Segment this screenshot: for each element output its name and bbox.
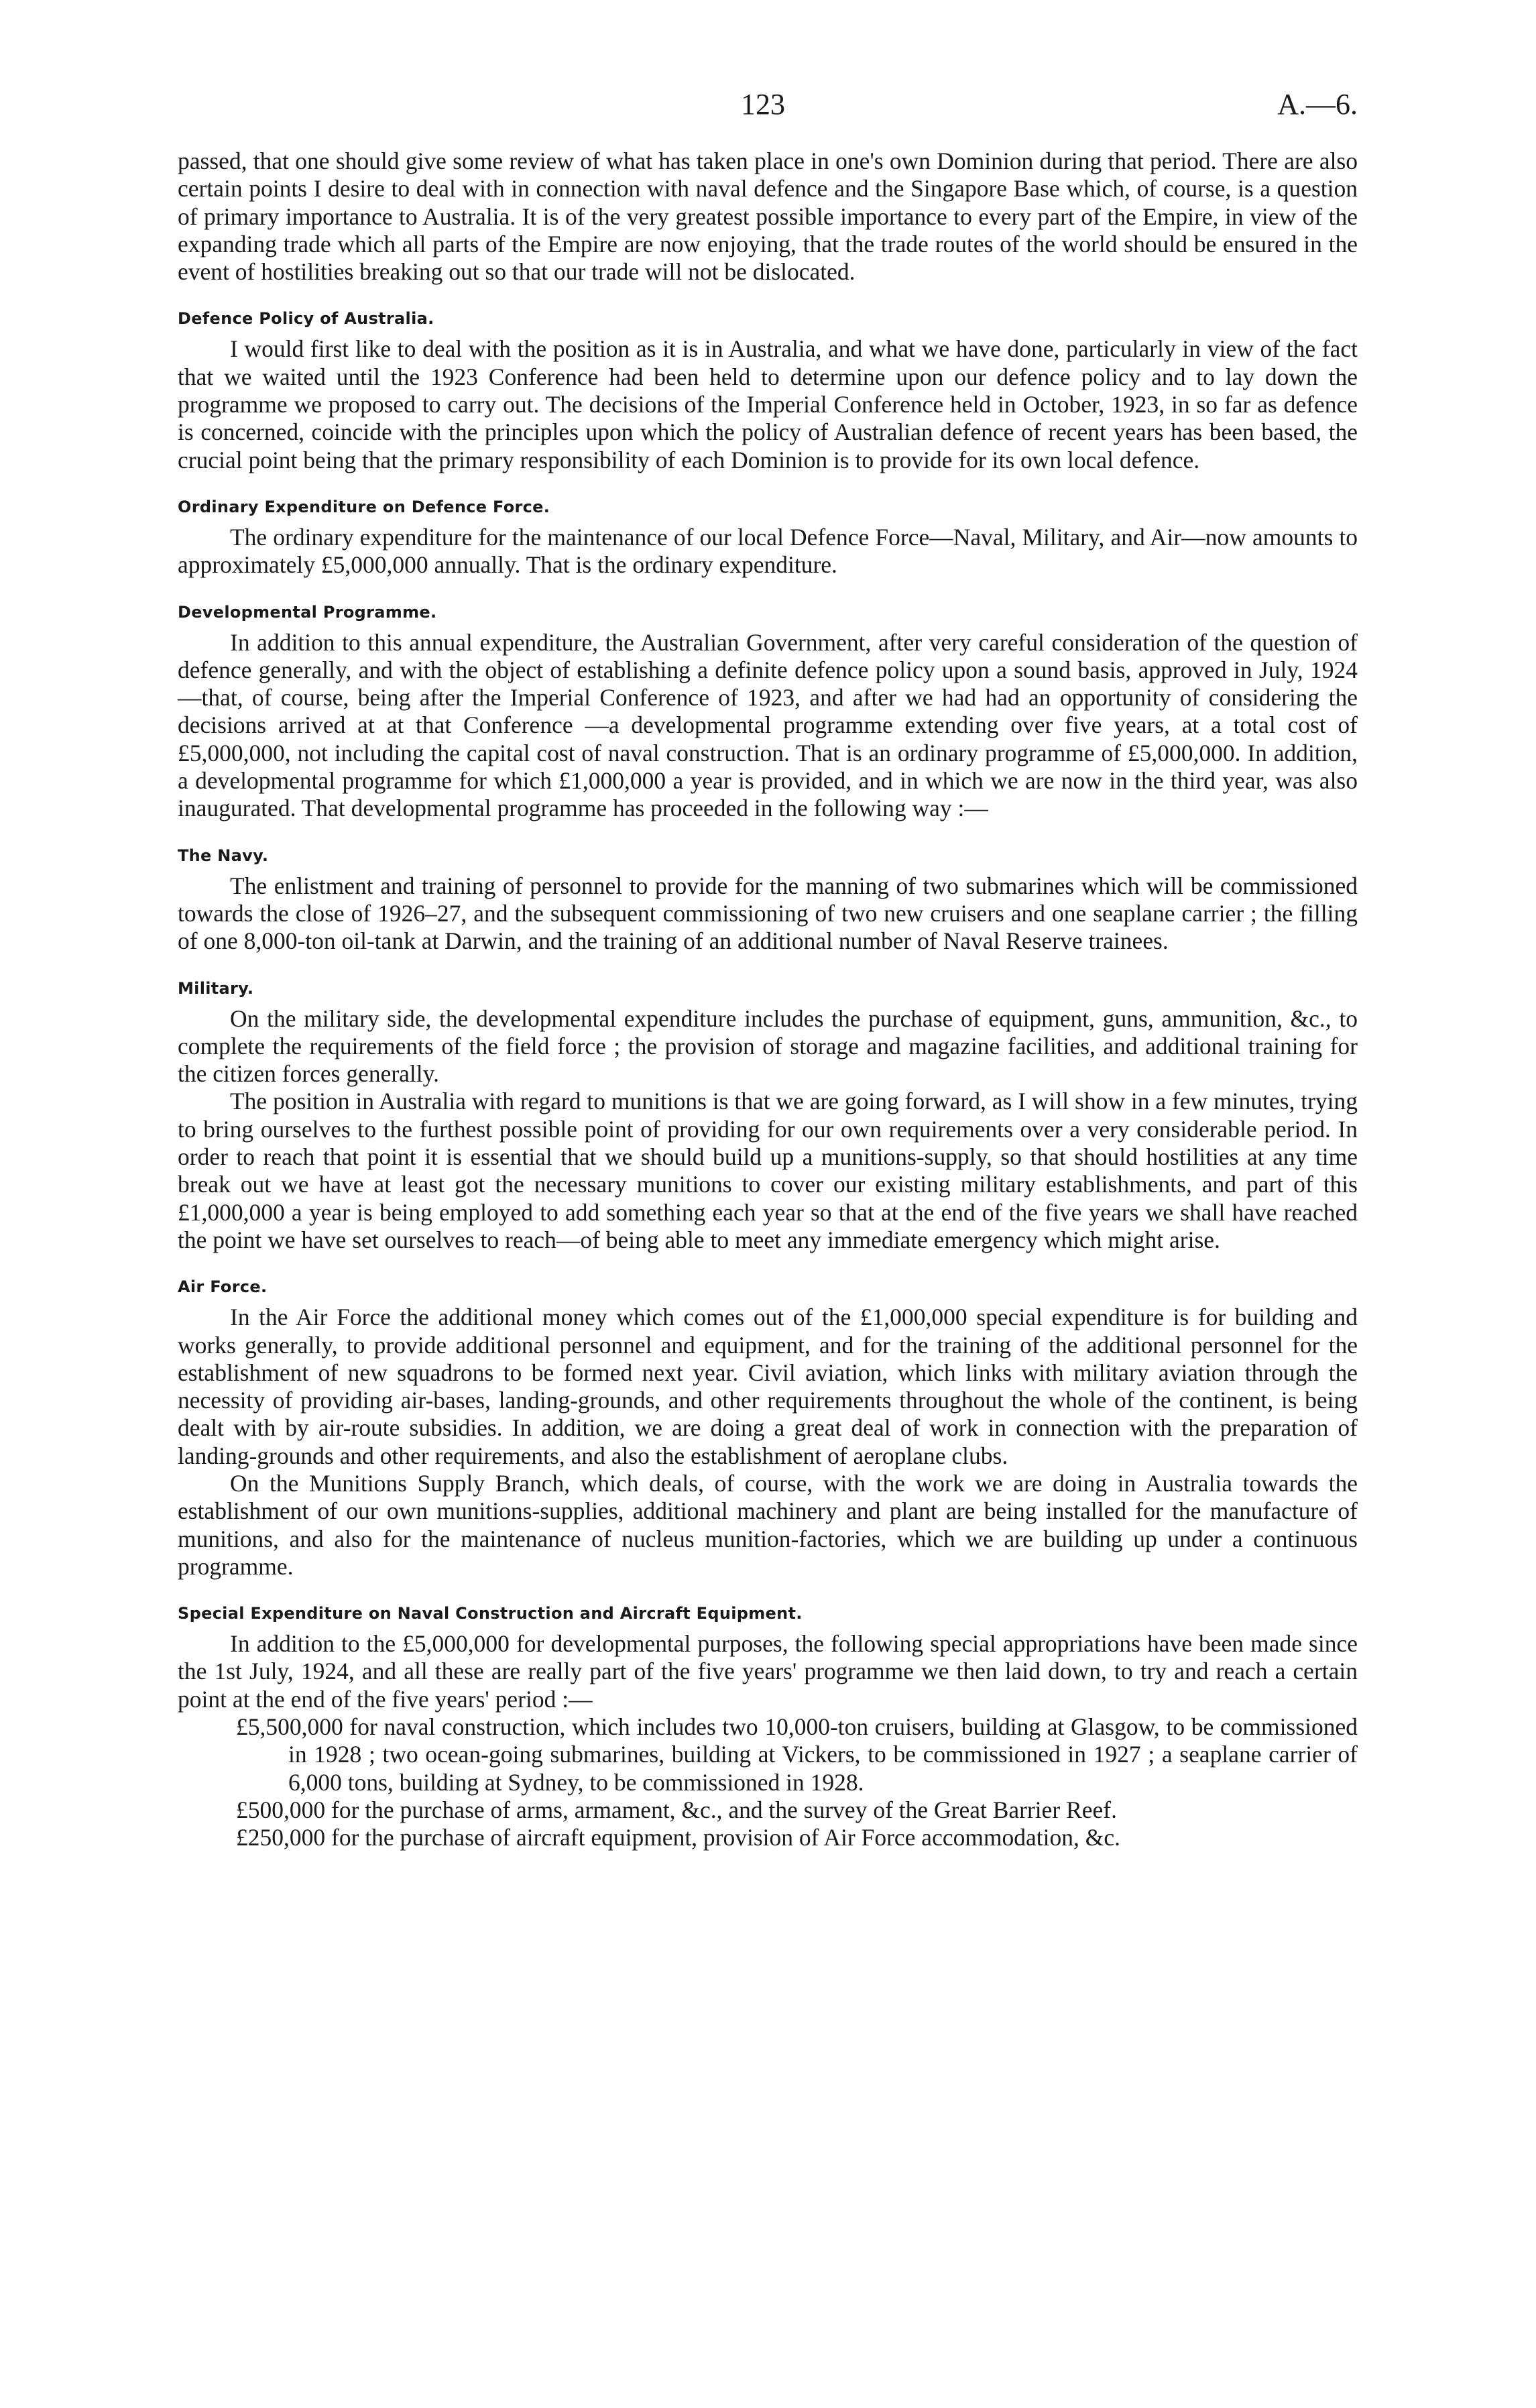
list-item: £5,500,000 for naval construction, which includes two 10,000-ton cruisers, building at Glasgow, to be commissioned in 1928 ; two ocean-going submarines, building at Vickers, to be commissioned in 1927 ; a seaplane carrier of 6,000 tons, building at Sydney, to be commissioned in 1928. [236,1713,1358,1796]
appropriations-list [178,1713,1358,1851]
document-reference: A.—6. [1277,88,1358,121]
section-paragraph: On the Munitions Supply Branch, which deals, of course, with the work we are doing in Australia towards the establishment of our own munitions-supplies, additional machinery and plant are being installed for the manufacture of munitions, and also for the maintenance of nucleus munition-factories, which we are building up under a continuous programme. [178,1469,1358,1580]
section-paragraph: I would first like to deal with the position as it is in Australia, and what we have done, particularly in view of the fact that we waited until the 1923 Conference had been held to determine upon our defence policy and to lay down the programme we proposed to carry out. The decisions of the Imperial Conference held in October, 1923, in so far as defence is concerned, coincide with the principles upon which the policy of Australian defence of recent years has been based, the crucial point being that the primary responsibility of each Dominion is to provide for its own local defence. [178,335,1358,473]
section-paragraph: The ordinary expenditure for the maintenance of our local Defence Force—Naval, Military, and Air—now amounts to approximately £5,000,000 annually. That is the ordinary expenditure. [178,523,1358,579]
list-item: £250,000 for the purchase of aircraft equipment, provision of Air Force accommodation, &c. [236,1824,1121,1851]
section-heading-air-force: Air Force. [178,1277,268,1297]
list-item: £500,000 for the purchase of arms, armament, &c., and the survey of the Great Barrier Reef. [236,1796,1118,1823]
section-paragraph: In addition to the £5,000,000 for developmental purposes, the following special appropriations have been made since the 1st July, 1924, and all these are really part of the five years' programme we then laid down, to try and reach a certain point at the end of the five years' period :— [178,1630,1358,1713]
page-number: 123 [741,88,785,121]
document-page [178,87,1358,1852]
section-paragraph: The enlistment and training of personnel to provide for the manning of two submarines which will be commissioned towards the close of 1926–27, and the subsequent commissioning of two new cruisers and one seaplane carrier ; the filling of one 8,000-ton oil-tank at Darwin, and the training of an additional number of Naval Reserve trainees. [178,872,1358,955]
section-heading-defence-policy: Defence Policy of Australia. [178,309,434,329]
intro-paragraph: passed, that one should give some review of what has taken place in one's own Dominion during that period. There are also certain points I desire to deal with in connection with naval defence and the Singapore Base which, of course, is a question of primary importance to Australia. It is of the very greatest possible importance to every part of the Empire, in view of the expanding trade which all parts of the Empire are now enjoying, that the trade routes of the world should be ensured in the event of hostilities breaking out so that our trade will not be dislocated. [178,148,1358,286]
section-heading-ordinary-expenditure: Ordinary Expenditure on Defence Force. [178,497,550,516]
section-heading-special-expenditure: Special Expenditure on Naval Construction and Aircraft Equipment. [178,1604,803,1623]
section-heading-military: Military. [178,978,254,998]
section-paragraph: On the military side, the developmental expenditure includes the purchase of equipment, guns, ammunition, &c., to complete the requirements of the field force ; the provision of storage and magazine facilities, and additional training for the citizen forces generally. [178,1005,1358,1088]
page-header [178,87,1358,148]
section-heading-navy: The Navy. [178,846,269,865]
section-paragraph: In addition to this annual expenditure, the Australian Government, after very careful consideration of the question of defence generally, and with the object of establishing a definite defence policy upon a sound basis, approved in July, 1924—that, of course, being after the Imperial Conference of 1923, and after we had had an opportunity of considering the decisions arrived at at that Conference —a developmental programme extending over five years, at a total cost of £5,000,000, not including the capital cost of naval construction. That is an ordinary programme of £5,000,000. In addition, a developmental programme for which £1,000,000 a year is provided, and in which we are now in the third year, was also inaugurated. That developmental programme has proceeded in the following way :— [178,628,1358,822]
section-paragraph: The position in Australia with regard to munitions is that we are going forward, as I will show in a few minutes, trying to bring ourselves to the furthest possible point of providing for our own requirements over a very considerable period. In order to reach that point it is essential that we should build up a munitions-supply, so that should hostilities at any time break out we have at least got the necessary munitions to cover our existing military establishments, and part of this £1,000,000 a year is being employed to add something each year so that at the end of the five years we shall have reached the point we have set ourselves to reach—of being able to meet any immediate emergency which might arise. [178,1088,1358,1253]
section-heading-developmental-programme: Developmental Programme. [178,602,437,622]
section-paragraph: In the Air Force the additional money which comes out of the £1,000,000 special expenditure is for building and works generally, to provide additional personnel and equipment, and for the training of the additional personnel for the establishment of new squadrons to be formed next year. Civil aviation, which links with military aviation through the necessity of providing air-bases, landing-grounds, and other requirements throughout the whole of the continent, is being dealt with by air-route subsidies. In addition, we are doing a great deal of work in connection with the preparation of landing-grounds and other requirements, and also the establishment of aeroplane clubs. [178,1304,1358,1469]
